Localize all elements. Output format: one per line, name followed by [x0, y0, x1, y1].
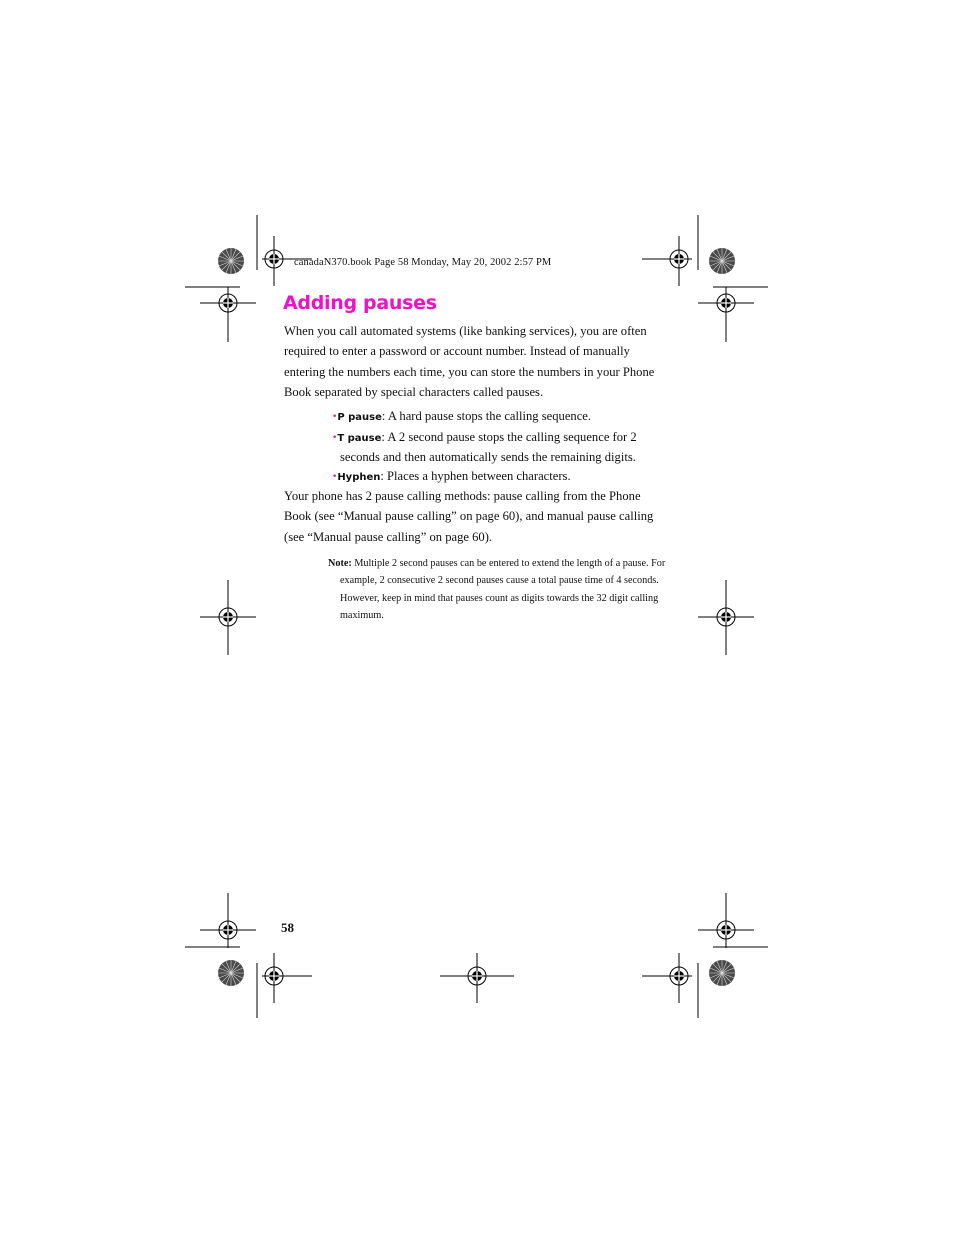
list-item	[332, 407, 652, 428]
note-block	[328, 555, 680, 625]
pause-types-list	[332, 407, 652, 488]
bullet-text: : A hard pause stops the calling sequence.	[381, 409, 592, 423]
bullet-text: : A 2 second pause stops the calling sequence for 2 seconds and then automatically sends the remaining digits.	[340, 429, 637, 465]
print-slug: canadaN370.book Page 58 Monday, May 20, 2002 2:57 PM	[294, 257, 552, 268]
note-text: Multiple 2 second pauses can be entered to extend the length of a pause. For example, 2 consecutive 2 second pauses cause a total pause time of 4 seconds. However, keep in mind that pauses count as digits towards the 32 digit calling maximum.	[340, 558, 666, 622]
section-heading: Adding pauses	[283, 292, 437, 314]
bullet-icon: •	[332, 472, 338, 483]
note-label: Note:	[328, 558, 352, 569]
bullet-term: T pause	[337, 432, 382, 444]
bullet-term: Hyphen	[337, 472, 381, 484]
bullet-term: P pause	[337, 412, 382, 423]
list-item	[332, 467, 652, 488]
bullet-text: : Places a hyphen between characters.	[380, 469, 571, 484]
intro-paragraph: When you call automated systems (like banking services), you are often required to enter a password or account number. Instead of manually entering the numbers each time, you can store the numbers in your Phone Book separated by special characters called pauses.	[284, 324, 655, 399]
list-item	[332, 428, 652, 467]
methods-paragraph: Your phone has 2 pause calling methods: pause calling from the Phone Book (see “Manual pause calling” on page 60), and manual pause calling (see “Manual pause calling” on page 60).	[284, 489, 654, 544]
bullet-icon: •	[332, 432, 338, 443]
page-number: 58	[281, 920, 294, 935]
bullet-icon: •	[332, 412, 338, 422]
